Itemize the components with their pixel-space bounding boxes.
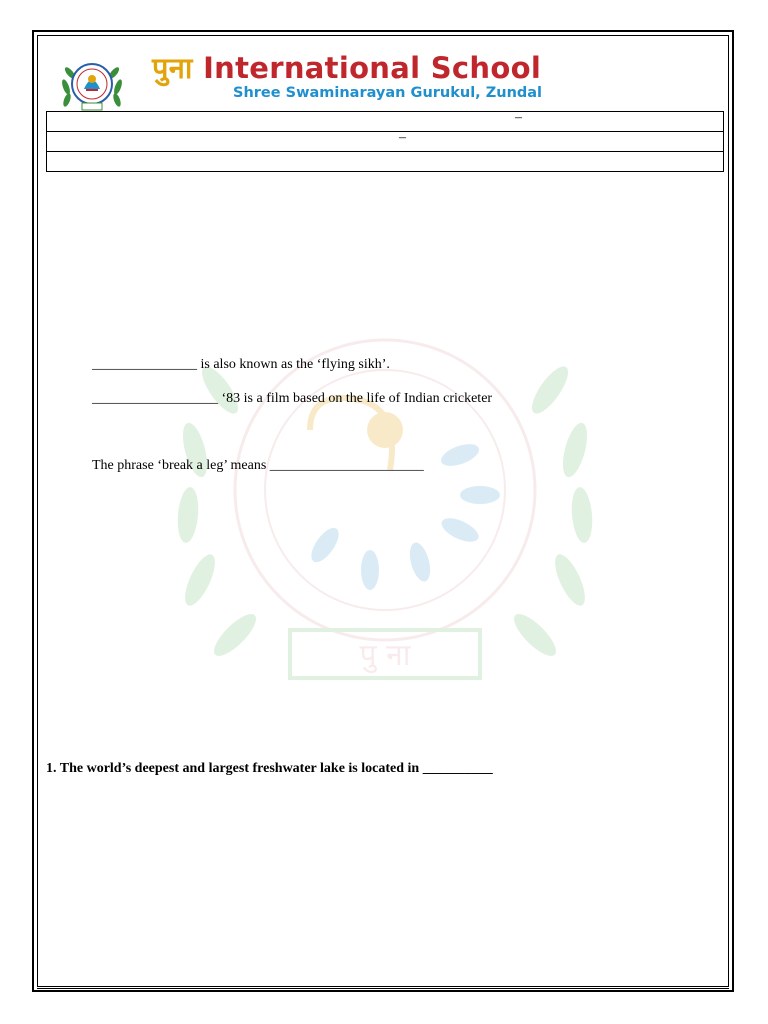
- question-83-film: __________________ ‘83 is a film based on the life of Indian cricketer: [92, 391, 493, 406]
- footer-divider: [37, 988, 729, 989]
- school-logo: [58, 57, 126, 113]
- school-name-hindi: पुना: [152, 51, 193, 85]
- info-cell-2: [47, 132, 724, 152]
- school-name-english: International School: [192, 51, 542, 85]
- school-name: [152, 48, 541, 87]
- school-subtitle: Shree Swaminarayan Gurukul, Zundal: [233, 85, 543, 101]
- info-row-1-mark: –: [515, 110, 522, 125]
- question-flying-sikh: _______________ is also known as the ‘flying sikh’.: [92, 357, 390, 372]
- info-row-2-mark: –: [399, 130, 406, 145]
- question-break-a-leg: The phrase ‘break a leg’ means ______________________: [92, 458, 424, 473]
- info-row-3: [47, 152, 724, 172]
- info-table: [46, 111, 724, 172]
- info-cell-3: [47, 152, 724, 172]
- info-row-1: [47, 112, 724, 132]
- watermark-label: पु ना: [359, 638, 411, 673]
- info-row-2: [47, 132, 724, 152]
- info-cell-1: [47, 112, 724, 132]
- question-freshwater-lake: 1. The world’s deepest and largest freshwater lake is located in __________: [46, 761, 493, 776]
